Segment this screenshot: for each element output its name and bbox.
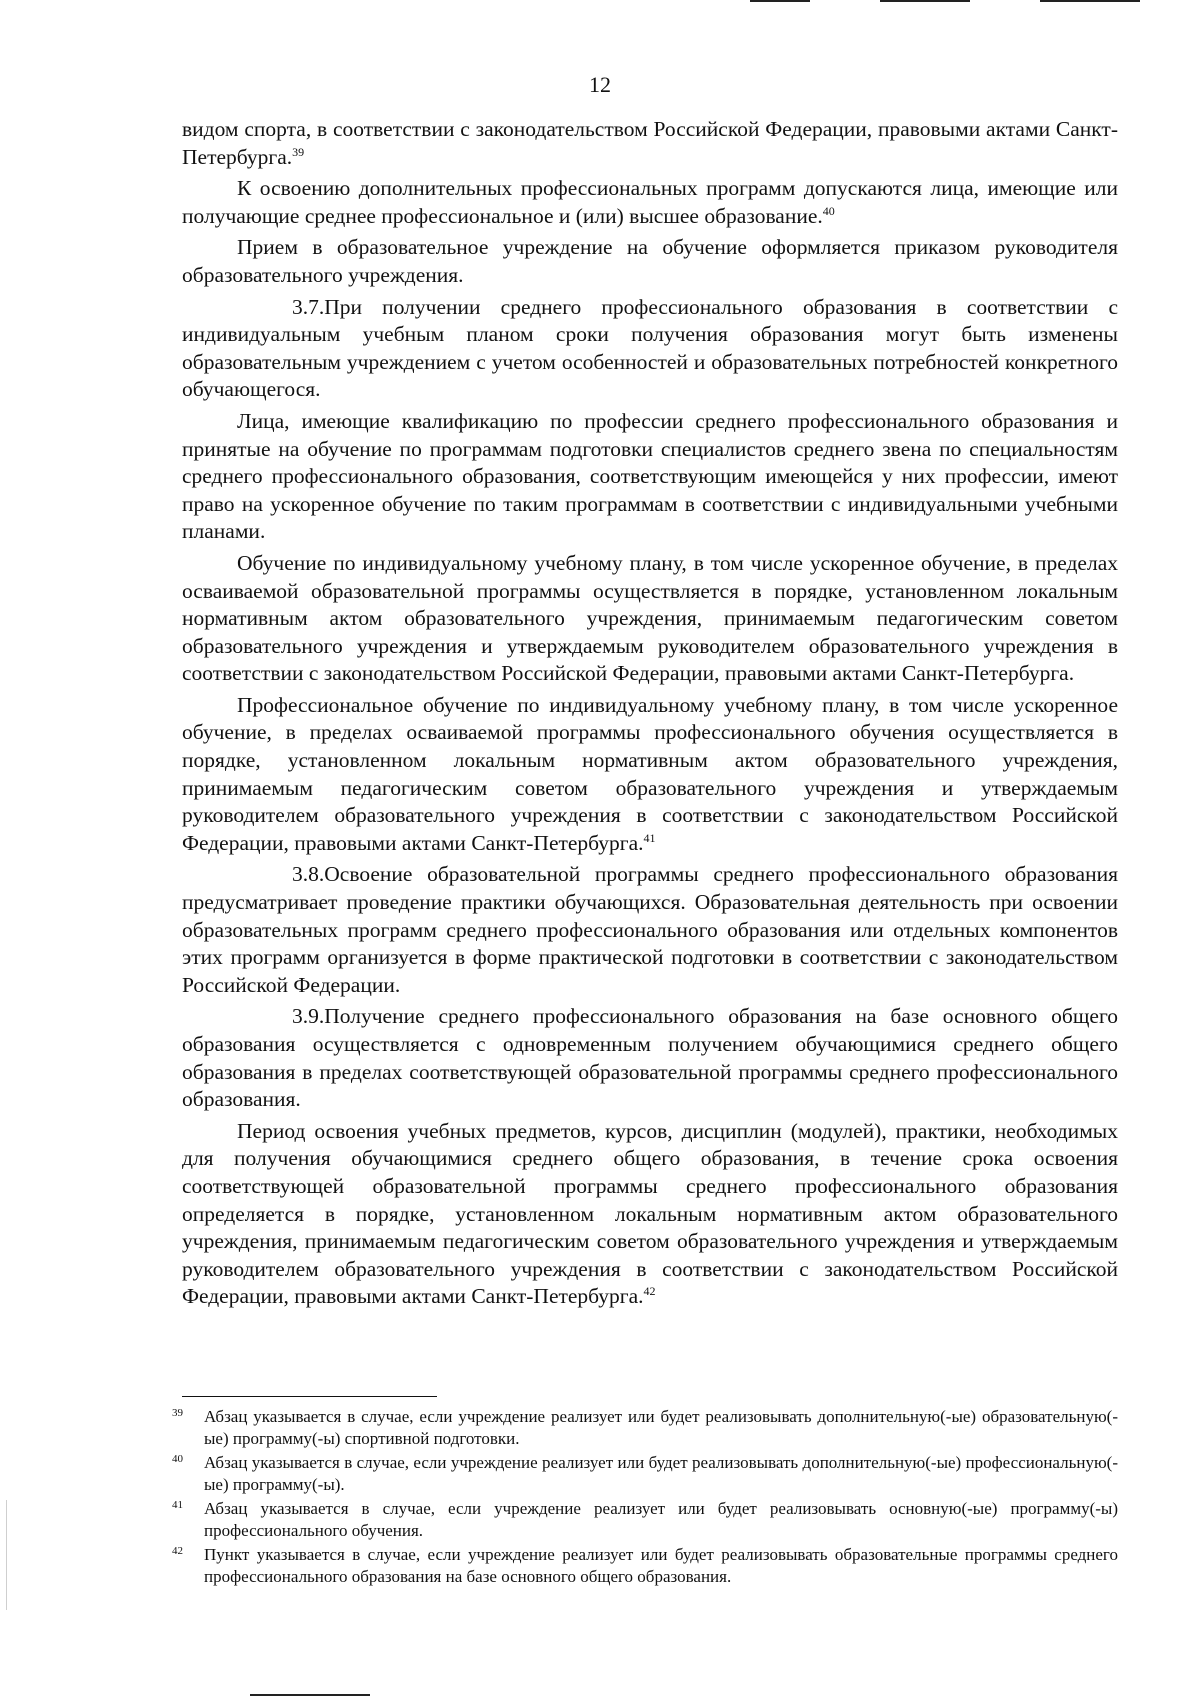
footnote-number: 40 xyxy=(172,1453,183,1465)
paragraph xyxy=(182,408,1118,546)
paragraph xyxy=(182,692,1118,858)
scan-artifact-top xyxy=(1040,0,1140,2)
paragraph-text: Обучение по индивидуальному учебному плану, в том числе ускоренное обучение, в пределах осваиваемой образовательной программы осуществляется в порядке, установленном локальным нормативным актом образовательного учреждения, принимаемым педагогическим советом образовательного учреждения и утверждаемым руководителем образовательного учреждения в соответствии с законодательством Российской Федерации, правовыми актами Санкт-Петербурга. xyxy=(182,550,1118,686)
paragraph-text: При получении среднего профессионального образования в соответствии с индивидуальным учебным планом сроки получения образования могут быть изменены образовательным учреждением с учетом особенностей и образовательных потребностей конкретного обучающегося. xyxy=(182,294,1118,402)
footnote-text: Абзац указывается в случае, если учреждение реализует или будет реализовывать дополнительную(-ые) образовательную(-ые) программу(-ы) спортивной подготовки. xyxy=(204,1407,1118,1448)
footnote-number: 39 xyxy=(172,1407,183,1419)
footnote xyxy=(172,1406,1118,1450)
footnote xyxy=(172,1452,1118,1496)
paragraph xyxy=(182,175,1118,230)
footnote-ref: 42 xyxy=(643,1284,656,1299)
paragraph-text: Лица, имеющие квалификацию по профессии среднего профессионального образования и принятые на обучение по программам подготовки специалистов среднего звена по специальностям среднего профессионального образования, соответствующим имеющейся у них профессии, имеют право на ускоренное обучение по таким программам в соответствии с индивидуальными учебными планами. xyxy=(182,408,1118,544)
footnote-text: Абзац указывается в случае, если учреждение реализует или будет реализовывать дополнительную(-ые) профессиональную(-ые) программу(-ы). xyxy=(204,1453,1118,1494)
section-3-8 xyxy=(182,861,1118,999)
footnote-text: Пункт указывается в случае, если учреждение реализует или будет реализовывать образовательные программы среднего профессионального образования на базе основного общего образования. xyxy=(204,1545,1118,1586)
footnote-text: Абзац указывается в случае, если учреждение реализует или будет реализовывать основную(-ые) программу(-ы) профессионального обучения. xyxy=(204,1499,1118,1540)
section-3-9 xyxy=(182,1003,1118,1113)
paragraph-continued xyxy=(182,116,1118,171)
page-number: 12 xyxy=(589,72,611,97)
footnote-number: 42 xyxy=(172,1545,183,1557)
footnotes xyxy=(172,1406,1118,1590)
footnote xyxy=(172,1544,1118,1588)
footnote-divider xyxy=(182,1396,437,1397)
footnote-number: 41 xyxy=(172,1499,183,1511)
paragraph-text: Прием в образовательное учреждение на обучение оформляется приказом руководителя образовательного учреждения. xyxy=(182,235,1118,287)
paragraph-text: Период освоения учебных предметов, курсов, дисциплин (модулей), практики, необходимых для получения обучающимися среднего общего образования, в течение срока освоения соответствующей образовательной программы среднего профессионального образования определяется в порядке, установленном локальным нормативным актом образовательного учреждения, принимаемым педагогическим советом образовательного учреждения и утверждаемым руководителем образовательного учреждения в соответствии с законодательством Российской Федерации, правовыми актами Санкт-Петербурга. xyxy=(182,1118,1118,1309)
section-3-7 xyxy=(182,294,1118,404)
paragraph xyxy=(182,550,1118,688)
document-body xyxy=(182,116,1118,1315)
footnote-ref: 41 xyxy=(643,830,656,845)
paragraph-text: К освоению дополнительных профессиональных программ допускаются лица, имеющие или получающие среднее профессиональное и (или) высшее образование. xyxy=(182,176,1118,228)
footnote-ref: 39 xyxy=(292,144,305,159)
footnote xyxy=(172,1498,1118,1542)
section-number: 3.8. xyxy=(292,862,325,887)
paragraph xyxy=(182,234,1118,289)
scan-edge-line xyxy=(6,1500,7,1610)
paragraph-text: Профессиональное обучение по индивидуальному учебному плану, в том числе ускоренное обучение, в пределах осваиваемой программы профессионального обучения осуществляется в порядке, установленном локальным нормативным актом образовательного учреждения, принимаемым педагогическим советом образовательного учреждения и утверждаемым руководителем образовательного учреждения в соответствии с законодательством Российской Федерации, правовыми актами Санкт-Петербурга. xyxy=(182,692,1118,855)
section-number: 3.7. xyxy=(292,294,325,319)
paragraph-text: видом спорта, в соответствии с законодательством Российской Федерации, правовыми актами Санкт-Петербурга. xyxy=(182,117,1118,169)
footnote-ref: 40 xyxy=(822,203,835,218)
scan-artifact-top xyxy=(880,0,970,2)
paragraph-text: Освоение образовательной программы среднего профессионального образования предусматривает проведение практики обучающихся. Образовательная деятельность при освоении образовательных программ среднего профессионального образования или отдельных компонентов этих программ организуется в форме практической подготовки в соответствии с законодательством Российской Федерации. xyxy=(182,862,1118,997)
scan-artifact-bottom xyxy=(250,1694,370,1696)
section-number: 3.9. xyxy=(292,1004,325,1029)
paragraph xyxy=(182,1118,1118,1311)
paragraph-text: Получение среднего профессионального образования на базе основного общего образования осуществляется с одновременным получением обучающимися среднего общего образования в пределах соответствующей образовательной программы среднего профессионального образования. xyxy=(182,1004,1118,1112)
scan-artifact-top xyxy=(750,0,810,2)
